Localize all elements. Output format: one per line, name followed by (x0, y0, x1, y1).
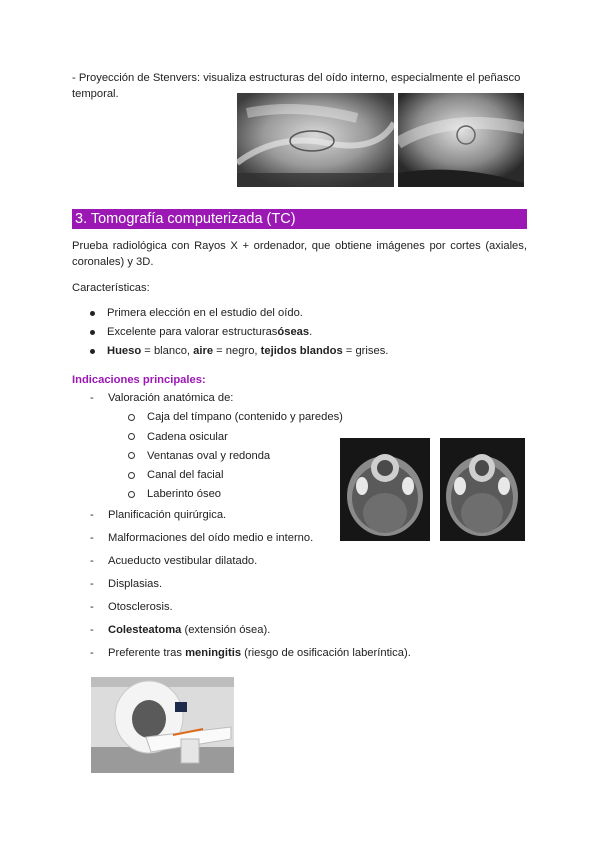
list-item: Hueso = blanco, aire = negro, tejidos blandos = grises. (90, 342, 388, 361)
ct-scan-image-2 (440, 438, 525, 541)
list-item: Excelente para valorar estructuras óseas . (90, 323, 388, 342)
list-item: Canal del facial (128, 466, 343, 485)
stenvers-xray-image-1 (237, 93, 394, 187)
circle-bullet-icon (128, 433, 135, 440)
list-item: - Planificación quirúrgica. (90, 509, 227, 521)
indicaciones-list-top (90, 390, 233, 406)
circle-bullet-icon (128, 472, 135, 479)
list-item: - Preferente tras meningitis (riesgo de osificación laberíntica). (90, 647, 411, 659)
ct-scanner-photo (91, 677, 234, 773)
stenvers-paragraph: - Proyección de Stenvers: visualiza estructuras del oído interno, especialmente el peñasco temporal. (72, 72, 521, 101)
circle-bullet-icon (128, 491, 135, 498)
bullet-icon (90, 311, 95, 316)
caracteristicas-list (90, 304, 388, 361)
bullet-icon (90, 349, 95, 354)
ct-scan-image-1 (340, 438, 430, 541)
list-item: - Valoración anatómica de: (90, 392, 234, 404)
list-item: Ventanas oval y redonda (128, 446, 343, 465)
bullet-icon (90, 330, 95, 335)
circle-bullet-icon (128, 414, 135, 421)
circle-bullet-icon (128, 452, 135, 459)
list-item: Laberinto óseo (128, 485, 343, 504)
list-item: Cadena osicular (128, 427, 343, 446)
tc-description: Prueba radiológica con Rayos X + ordenador, que obtiene imágenes por cortes (axiales, coronales) y 3D. (72, 240, 527, 269)
section-title-tc: 3. Tomografía computerizada (TC) (72, 209, 527, 229)
list-item: Caja del tímpano (contenido y paredes) (128, 408, 343, 427)
caracteristicas-heading: Características: (72, 282, 150, 294)
list-item: - Displasias. (90, 578, 163, 590)
list-item: - Malformaciones del oído medio e interno. (90, 532, 314, 544)
valoracion-sublist (128, 408, 343, 504)
list-item: - Colesteatoma (extensión ósea). (90, 624, 271, 636)
indicaciones-heading: Indicaciones principales: (72, 374, 206, 386)
stenvers-xray-image-2 (398, 93, 524, 187)
list-item: - Acueducto vestibular dilatado. (90, 555, 258, 567)
list-item: Primera elección en el estudio del oído. (90, 304, 388, 323)
list-item: - Otosclerosis. (90, 601, 173, 613)
